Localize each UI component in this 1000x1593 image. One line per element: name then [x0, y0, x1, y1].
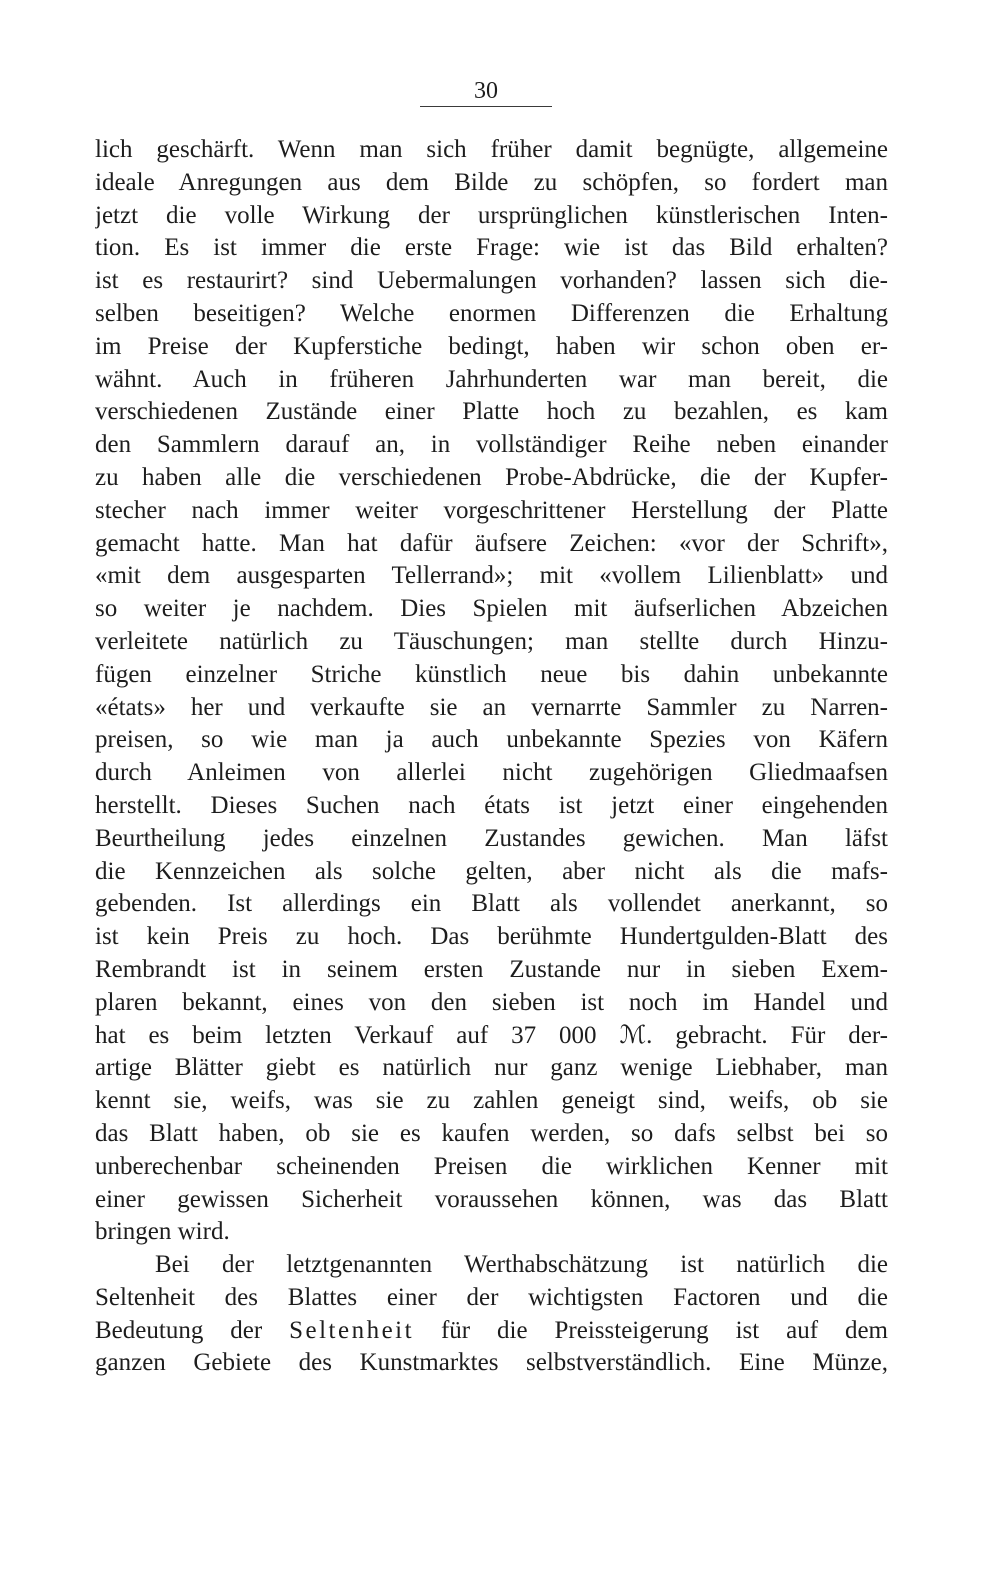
text-line [95, 1315, 888, 1348]
text-line: «mit dem ausgesparten Tellerrand»; mit «vollem Lilienblatt» und [95, 562, 888, 590]
paragraph-start-line: Bei der letztgenannten Werthabschätzung ist natürlich die [155, 1251, 888, 1279]
text-line: fügen einzelner Striche künstlich neue bis dahin unbekannte [95, 660, 888, 688]
text-fragment: Bedeutung der [95, 1316, 290, 1344]
text-line: jetzt die volle Wirkung der ursprünglichen künstlerischen Inten- [95, 201, 888, 229]
text-line: zu haben alle die verschiedenen Probe-Abdrücke, die der Kupfer- [95, 463, 888, 491]
text-line: stecher nach immer weiter vorgeschrittener Herstellung der Platte [95, 496, 888, 524]
text-line: artige Blätter giebt es natürlich nur ganz wenige Liebhaber, man [95, 1054, 888, 1082]
text-line: so weiter je nachdem. Dies Spielen mit äufserlichen Abzeichen [95, 595, 888, 623]
text-line: gebenden. Ist allerdings ein Blatt als vollendet anerkannt, so [95, 890, 888, 918]
text-line: gemacht hatte. Man hat dafür äufsere Zeichen: «vor der Schrift», [95, 529, 888, 557]
text-line: ist kein Preis zu hoch. Das berühmte Hundertgulden-Blatt des [95, 923, 888, 951]
text-line: preisen, so wie man ja auch unbekannte Spezies von Käfern [95, 726, 888, 754]
text-line: den Sammlern darauf an, in vollständiger Reihe neben einander [95, 431, 888, 459]
text-line: Rembrandt ist in seinem ersten Zustande nur in sieben Exem- [95, 955, 888, 983]
text-line: kennt sie, weifs, was sie zu zahlen geneigt sind, weifs, ob sie [95, 1087, 888, 1115]
text-line: verschiedenen Zustände einer Platte hoch zu bezahlen, es kam [95, 398, 888, 426]
text-line: das Blatt haben, ob sie es kaufen werden, so dafs selbst bei so [95, 1119, 888, 1147]
text-line: unberechenbar scheinenden Preisen die wirklichen Kenner mit [95, 1152, 888, 1180]
text-line: hat es beim letzten Verkauf auf 37 000 ℳ. gebracht. Für der- [95, 1021, 888, 1049]
page-number-rule [420, 106, 552, 107]
text-line: herstellt. Dieses Suchen nach états ist jetzt einer eingehenden [95, 791, 888, 819]
text-line: Beurtheilung jedes einzelnen Zustandes gewichen. Man läfst [95, 824, 888, 852]
paragraph-end-line: bringen wird. [95, 1218, 230, 1246]
body-text [95, 134, 888, 1380]
text-line: selben beseitigen? Welche enormen Differenzen die Erhaltung [95, 299, 888, 327]
page-number: 30 [474, 78, 498, 104]
text-line: die Kennzeichen als solche gelten, aber nicht als die mafs- [95, 857, 888, 885]
text-line: durch Anleimen von allerlei nicht zugehörigen Gliedmaafsen [95, 759, 888, 787]
text-line: tion. Es ist immer die erste Frage: wie ist das Bild erhalten? [95, 234, 888, 262]
text-line: verleitete natürlich zu Täuschungen; man stellte durch Hinzu- [95, 627, 888, 655]
emphasized-word: Seltenheit [289, 1316, 415, 1344]
text-line: ganzen Gebiete des Kunstmarktes selbstverständlich. Eine Münze, [95, 1349, 888, 1377]
text-line: Seltenheit des Blattes einer der wichtigsten Factoren und die [95, 1283, 888, 1311]
text-line: wähnt. Auch in früheren Jahrhunderten war man bereit, die [95, 365, 888, 393]
text-line: «états» her und verkaufte sie an vernarrte Sammler zu Narren- [95, 693, 888, 721]
text-line: ist es restaurirt? sind Uebermalungen vorhanden? lassen sich die- [95, 267, 888, 295]
text-line: im Preise der Kupferstiche bedingt, haben wir schon oben er- [95, 332, 888, 360]
text-line: plaren bekannt, eines von den sieben ist noch im Handel und [95, 988, 888, 1016]
text-fragment: für die Preissteigerung ist auf dem [414, 1316, 888, 1344]
text-line: einer gewissen Sicherheit voraussehen können, was das Blatt [95, 1185, 888, 1213]
text-line: lich geschärft. Wenn man sich früher damit begnügte, allgemeine [95, 136, 888, 163]
text-line: ideale Anregungen aus dem Bilde zu schöpfen, so fordert man [95, 168, 888, 196]
